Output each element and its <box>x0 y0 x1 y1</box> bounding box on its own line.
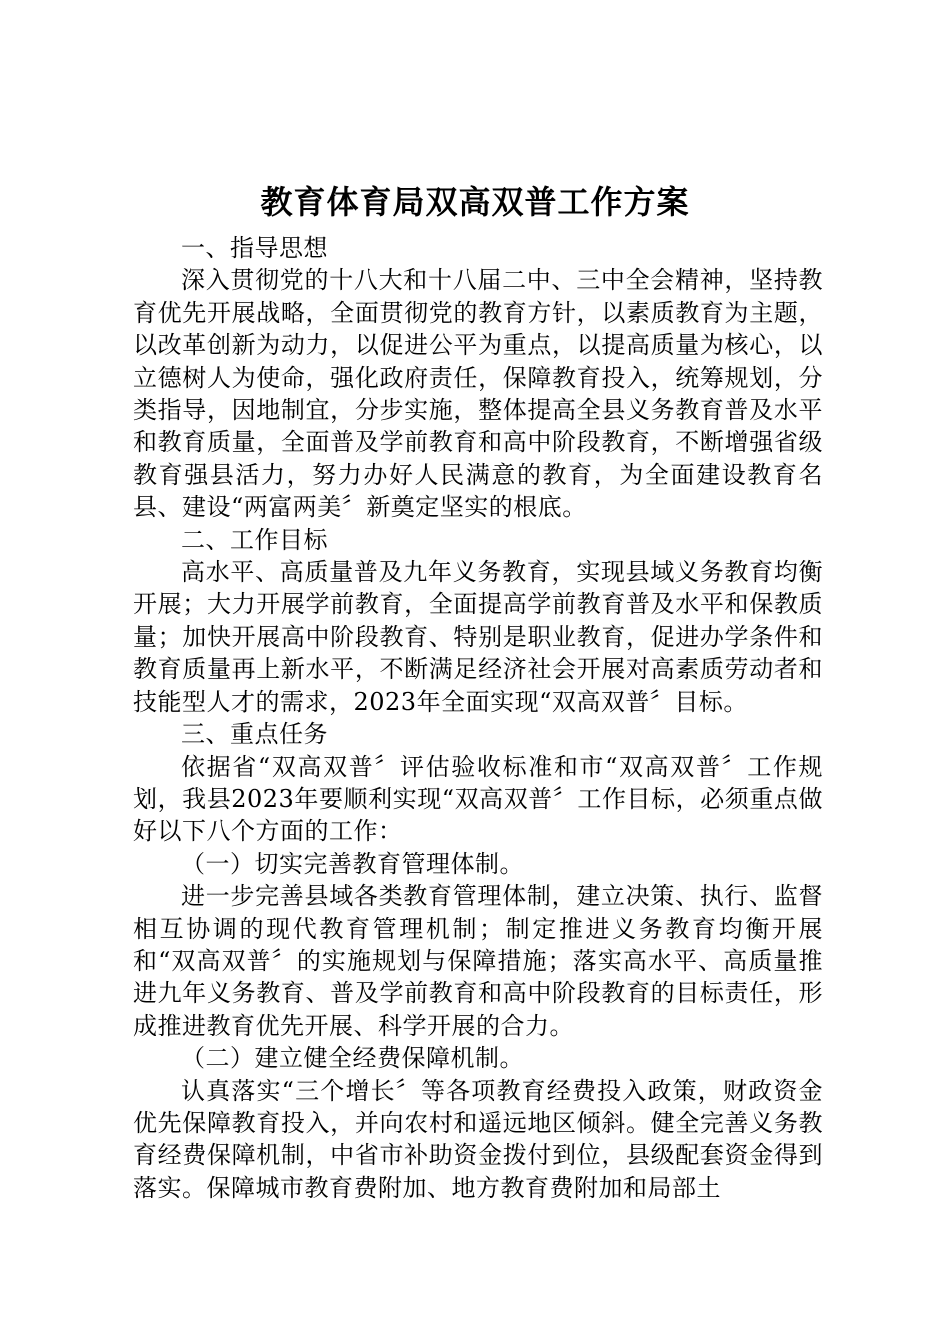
paragraph-work-goals: 高水平、高质量普及九年义务教育，实现县域义务教育均衡开展；大力开展学前教育，全面提高学前教育普及水平和保教质量；加快开展高中阶段教育、特别是职业教育，促进办学条件和教育质量再上新水平，不断满足经济社会开展对高素质劳动者和技能型人才的需求，2023年全面实现“双高双普〞目标。 <box>133 558 823 716</box>
section-heading-guiding-ideology: 一、指导思想 <box>181 234 328 262</box>
subheading-management-system: （一）切实完善教育管理体制。 <box>181 849 524 878</box>
document-title: 教育体育局双高双普工作方案 <box>260 183 690 221</box>
paragraph-funding-mechanism: 认真落实“三个增长〞等各项教育经费投入政策，财政资金优先保障教育投入，并向农村和遥远地区倾斜。健全完善义务教育经费保障机制，中省市补助资金拨付到位，县级配套资金得到落实。保障城市教育费附加、地方教育费附加和局部土 <box>133 1076 823 1202</box>
section-heading-key-tasks: 三、重点任务 <box>181 720 328 749</box>
paragraph-management-system: 进一步完善县域各类教育管理体制，建立决策、执行、监督相互协调的现代教育管理机制；制定推进义务教育均衡开展和“双高双普〞的实施规划与保障措施；落实高水平、高质量推进九年义务教育、普及学前教育和高中阶段教育的目标责任，形成推进教育优先开展、科学开展的合力。 <box>133 882 823 1040</box>
subheading-funding-mechanism: （二）建立健全经费保障机制。 <box>181 1044 524 1073</box>
paragraph-key-tasks-intro: 依据省“双高双普〞评估验收标准和市“双高双普〞工作规划，我县2023年要顺利实现“双高双普〞工作目标，必须重点做好以下八个方面的工作： <box>133 752 823 846</box>
paragraph-guiding-ideology: 深入贯彻党的十八大和十八届二中、三中全会精神，坚持教育优先开展战略，全面贯彻党的教育方针，以素质教育为主题，以改革创新为动力，以促进公平为重点，以提高质量为核心，以立德树人为使命，强化政府责任，保障教育投入，统筹规划，分类指导，因地制宜，分步实施，整体提高全县义务教育普及水平和教育质量，全面普及学前教育和高中阶段教育，不断增强省级教育强县活力，努力办好人民满意的教育，为全面建设教育名县、建设“两富两美〞新奠定坚实的根底。 <box>133 266 823 522</box>
document-body <box>133 232 823 1204</box>
section-heading-work-goals: 二、工作目标 <box>181 525 328 554</box>
